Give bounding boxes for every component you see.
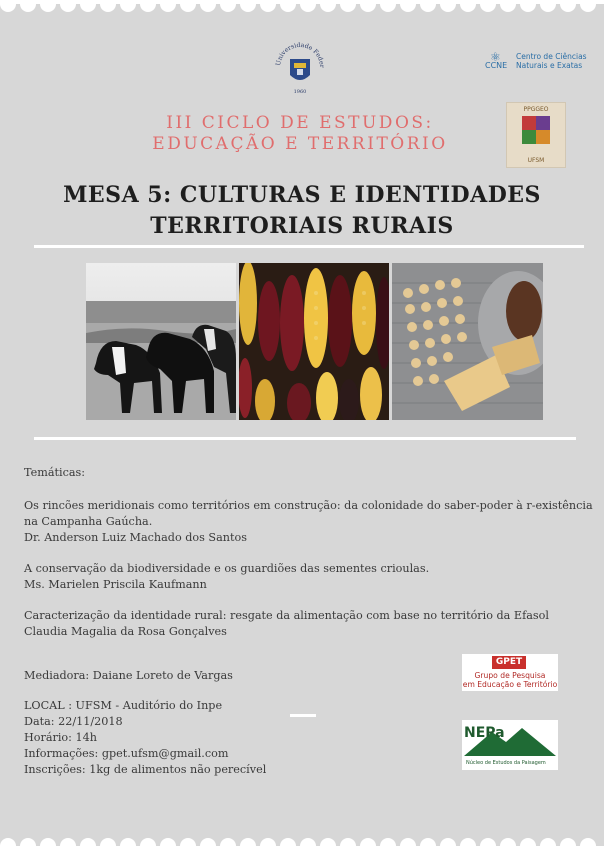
event-registration: Inscrições: 1kg de alimentos não perecível <box>24 763 267 776</box>
scallop <box>300 838 316 850</box>
talk-title: Os rincões meridionais como territórios em construção: da colonidade do saber-poder à r-existência <box>24 499 593 512</box>
scallop <box>580 0 596 12</box>
scalloped-bottom-border <box>0 830 604 850</box>
photo-horses <box>86 263 236 420</box>
scallop <box>540 0 556 12</box>
scallop <box>520 838 536 850</box>
scallop <box>60 838 76 850</box>
scallop <box>0 0 16 12</box>
scallop <box>260 838 276 850</box>
scallop <box>400 838 416 850</box>
scallop <box>320 838 336 850</box>
event-time: Horário: 14h <box>24 731 97 744</box>
scallop <box>100 838 116 850</box>
scallop <box>20 0 36 12</box>
mesa-title: MESA 5: CULTURAS E IDENTIDADES TERRITORIAIS RURAIS <box>63 182 541 239</box>
talk-title-cont: na Campanha Gaúcha. <box>24 515 153 528</box>
scallop <box>280 0 296 12</box>
scallop <box>240 838 256 850</box>
scallop <box>260 0 276 12</box>
event-contact: Informações: gpet.ufsm@gmail.com <box>24 747 229 760</box>
scallop <box>460 838 476 850</box>
divider-middle <box>34 437 576 440</box>
scallop <box>220 838 236 850</box>
scallop <box>460 0 476 12</box>
scallop <box>360 0 376 12</box>
ccne-abbr: CCNE <box>485 61 508 70</box>
talk-speaker: Ms. Marielen Priscila Kaufmann <box>24 578 207 591</box>
scallop <box>500 838 516 850</box>
scallop <box>220 0 236 12</box>
scallop <box>380 838 396 850</box>
scallop <box>200 838 216 850</box>
event-date: Data: 22/11/2018 <box>24 715 123 728</box>
scallop <box>100 0 116 12</box>
scallop <box>80 0 96 12</box>
scallop <box>420 838 436 850</box>
talk-title: A conservação da biodiversidade e os guardiões das sementes crioulas. <box>24 562 430 575</box>
talk-3 <box>24 608 584 640</box>
university-seal-logo <box>268 35 332 99</box>
short-divider <box>290 714 316 717</box>
tematicas-label: Temáticas: <box>24 466 86 479</box>
gpet-logo: GPET Grupo de Pesquisa em Educação e Território <box>462 654 558 691</box>
ppggeo-emblem-icon <box>522 116 550 144</box>
scallop <box>180 0 196 12</box>
scallop <box>540 838 556 850</box>
scallop <box>120 0 136 12</box>
scallop <box>160 0 176 12</box>
scallop <box>140 0 156 12</box>
scallop <box>240 0 256 12</box>
event-local: LOCAL : UFSM - Auditório do Inpe <box>24 699 223 712</box>
talk-title: Caracterização da identidade rural: resgate da alimentação com base no território da Efasol <box>24 609 549 622</box>
scallop <box>420 0 436 12</box>
scalloped-top-border <box>0 0 604 20</box>
nepa-logo: NEPa Núcleo de Estudos da Paisagem <box>462 720 558 770</box>
ccne-logo <box>484 50 594 72</box>
scallop <box>560 0 576 12</box>
gpet-badge: GPET <box>492 656 526 669</box>
talk-speaker: Dr. Anderson Luiz Machado dos Santos <box>24 531 247 544</box>
scallop <box>560 838 576 850</box>
scallop <box>40 838 56 850</box>
scallop <box>440 838 456 850</box>
talk-2 <box>24 561 584 593</box>
seal-ring-text: Universidade Feder <box>274 41 326 68</box>
scallop <box>380 0 396 12</box>
scallop <box>20 838 36 850</box>
ppggeo-label: PPGGEO <box>523 106 549 113</box>
ccne-name: Centro de Ciências Naturais e Exatas <box>516 52 587 70</box>
scallop <box>500 0 516 12</box>
photo-corn <box>239 263 389 420</box>
talk-1 <box>24 498 593 546</box>
scallop <box>80 838 96 850</box>
scallop <box>320 0 336 12</box>
scallop <box>140 838 156 850</box>
scallop <box>400 0 416 12</box>
scallop <box>360 838 376 850</box>
scallop <box>0 838 16 850</box>
scallop <box>160 838 176 850</box>
scallop <box>300 0 316 12</box>
scallop <box>120 838 136 850</box>
scallop <box>440 0 456 12</box>
mediadora: Mediadora: Daiane Loreto de Vargas <box>24 669 233 682</box>
scallop <box>340 0 356 12</box>
scallop <box>340 838 356 850</box>
event-title: III CICLO DE ESTUDOS: EDUCAÇÃO E TERRITÓRIO <box>152 113 448 154</box>
scallop <box>520 0 536 12</box>
photo-food <box>392 263 543 420</box>
scallop <box>200 0 216 12</box>
scallop <box>180 838 196 850</box>
ppggeo-logo <box>506 102 566 168</box>
scallop <box>60 0 76 12</box>
scallop <box>480 838 496 850</box>
seal-year: 1960 <box>293 89 307 95</box>
scallop <box>580 838 596 850</box>
scallop <box>40 0 56 12</box>
scallop <box>480 0 496 12</box>
talk-speaker: Claudia Magalia da Rosa Gonçalves <box>24 625 227 638</box>
scallop <box>280 838 296 850</box>
ppggeo-sub: UFSM <box>527 157 545 164</box>
ccne-atom-icon: ⚛ <box>490 50 501 64</box>
divider-top <box>34 245 584 248</box>
